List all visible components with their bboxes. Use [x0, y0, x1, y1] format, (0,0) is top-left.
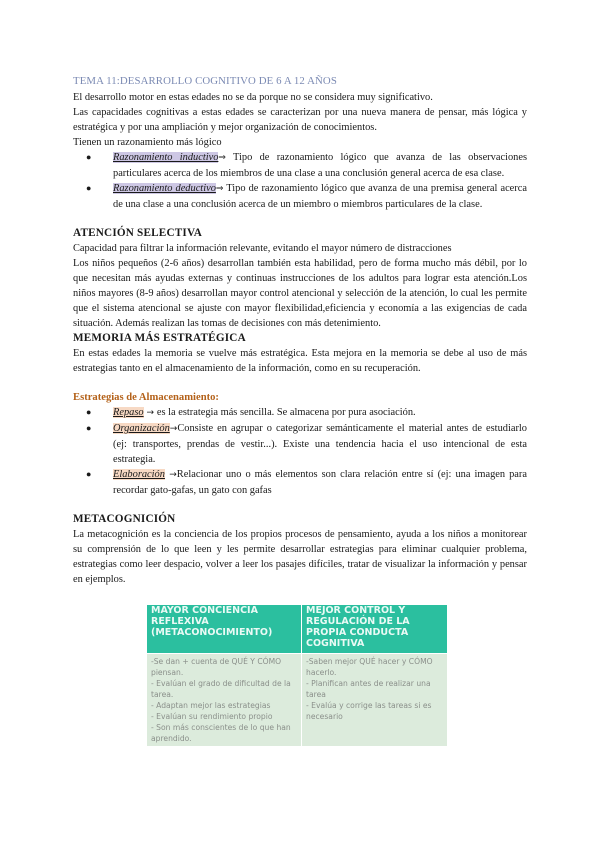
cell-line: - Planifican antes de realizar una tarea — [306, 679, 431, 699]
arrow-icon: → — [164, 470, 177, 480]
header-line: MAYOR CONCIENCIA — [151, 605, 258, 616]
list-item — [73, 467, 527, 498]
page-title: TEMA 11:DESARROLLO COGNITIVO DE 6 A 12 AÑOS — [73, 75, 337, 87]
bullet-icon: ● — [86, 407, 92, 417]
definition-text: es la estrategia más sencilla. Se almacena por pura asociación. — [156, 407, 416, 418]
header-line: REGULACIÓN DE LA — [306, 616, 410, 627]
almacenamiento-list — [73, 405, 527, 498]
cell-line: -Saben mejor QUÉ hacer y CÓMO hacerlo. — [306, 657, 433, 677]
definition-text: Relacionar uno o más elementos son clara relación entre sí (ej: una imagen para recordar gato-gafas, un gato con gafas — [113, 469, 527, 496]
header-line: MEJOR CONTROL Y — [306, 605, 406, 616]
definition-text: Consiste en agrupar o categorizar semánticamente el material antes de estudiarlo (ej: transportes, prendas de vestir...). Existe una tendencia hacia el uso intencional de esta estrategia. — [113, 423, 527, 465]
heading-atencion: ATENCIÓN SELECTIVA — [73, 227, 203, 239]
header-line: COGNITIVA — [306, 638, 365, 649]
bullet-icon: ● — [86, 469, 92, 479]
table-header-row — [147, 605, 448, 654]
arrow-icon: → — [143, 408, 157, 418]
list-item — [73, 405, 527, 421]
metacognicion-paragraph: La metacognición es la conciencia de los propios procesos de pensamiento, ayuda a los niños a monitorear su comprensión de lo que leen y les permite desarrollar estrategias para eliminar cualquier problema, estrategias como leer despacio, volver a leer los pasajes difíciles, tratar de visualizar la información y pensar en ejemplos. — [73, 529, 527, 585]
memoria-paragraph: En estas edades la memoria se vuelve más estratégica. Esta mejora en la memoria se debe al uso de más estrategias tanto en el almacenamiento de la información, como en su recuperación. — [73, 348, 527, 374]
cell-line: - Evalúan el grado de dificultad de la tarea. — [151, 679, 291, 699]
cell-line: - Son más conscientes de lo que han aprendido. — [151, 723, 291, 743]
table-row — [147, 654, 448, 747]
double-arrow-icon: ⇒ — [218, 153, 226, 163]
header-line: PROPIA CONDUCTA — [306, 627, 409, 638]
intro-line-1: El desarrollo motor en estas edades no se da porque no se considera muy significativo. — [73, 92, 433, 103]
arrow-icon: → — [169, 424, 178, 434]
cell-line: - Adaptan mejor las estrategias — [151, 701, 271, 710]
cell-line: - Evalúan su rendimiento propio — [151, 712, 273, 721]
list-item — [73, 181, 527, 212]
term-deductivo: Razonamiento deductivo — [113, 183, 216, 194]
header-line: REFLEXIVA — [151, 616, 209, 627]
metacognition-table — [146, 604, 448, 747]
table-cell-col1 — [147, 654, 302, 747]
razonamiento-list — [73, 150, 527, 212]
intro-paragraph: Las capacidades cognitivas a estas edades se caracterizan por una nueva manera de pensar, más lógica y estratégica y por una ampliación y mejor organización de conocimientos. — [73, 107, 527, 133]
heading-memoria: MEMORIA MÁS ESTRATÉGICA — [73, 332, 246, 344]
header-line: (METACONOCIMIENTO) — [151, 627, 273, 638]
definition-text: Tipo de razonamiento lógico que avanza de una premisa general acerca de una clase a una conclusión acerca de un miembro o miembros particulares de la clase. — [113, 183, 527, 210]
table-header-col1 — [147, 605, 302, 654]
heading-almacenamiento: Estrategias de Almacenamiento: — [73, 392, 219, 403]
double-arrow-icon: ⇒ — [215, 184, 224, 194]
table-cell-col2 — [302, 654, 448, 747]
table-header-col2 — [302, 605, 448, 654]
list-item — [73, 421, 527, 467]
term-inductivo: Razonamiento inductivo — [113, 152, 219, 163]
definition-text: Tipo de razonamiento lógico que avanza de las observaciones particulares acerca de los miembros de una clase a una conclusión general acerca de esa clase. — [113, 152, 527, 179]
term-organizacion: Organización — [113, 423, 170, 434]
bullet-icon: ● — [86, 152, 92, 162]
document-body — [73, 74, 527, 587]
term-repaso: Repaso — [113, 407, 144, 418]
cell-line: -Se dan + cuenta de QUÉ Y CÓMO piensan. — [151, 657, 282, 677]
term-elaboracion: Elaboración — [113, 469, 165, 480]
intro-line-3: Tienen un razonamiento más lógico — [73, 137, 222, 148]
bullet-icon: ● — [86, 183, 92, 193]
atencion-paragraph: Los niños pequeños (2-6 años) desarrollan también esta habilidad, pero de forma mucho más débil, por lo que necesitan más ayudas externas y continuas instrucciones de los adultos para lograr esta atención.Los niños mayores (8-9 años) desarrollan mayor control atencional y selección de la atención, lo cual les permite que el sistema atencional se ajuste con mayor flexibilidad,eficiencia y economía a las exigencias de cada situación. Además realizan las tomas de decisiones con más detenimiento. — [73, 258, 527, 329]
bullet-icon: ● — [86, 423, 92, 433]
list-item — [73, 150, 527, 181]
heading-metacognicion: METACOGNICIÓN — [73, 513, 176, 525]
atencion-line: Capacidad para filtrar la información relevante, evitando el mayor número de distracciones — [73, 243, 452, 254]
cell-line: - Evalúa y corrige las tareas si es necesario — [306, 701, 432, 721]
